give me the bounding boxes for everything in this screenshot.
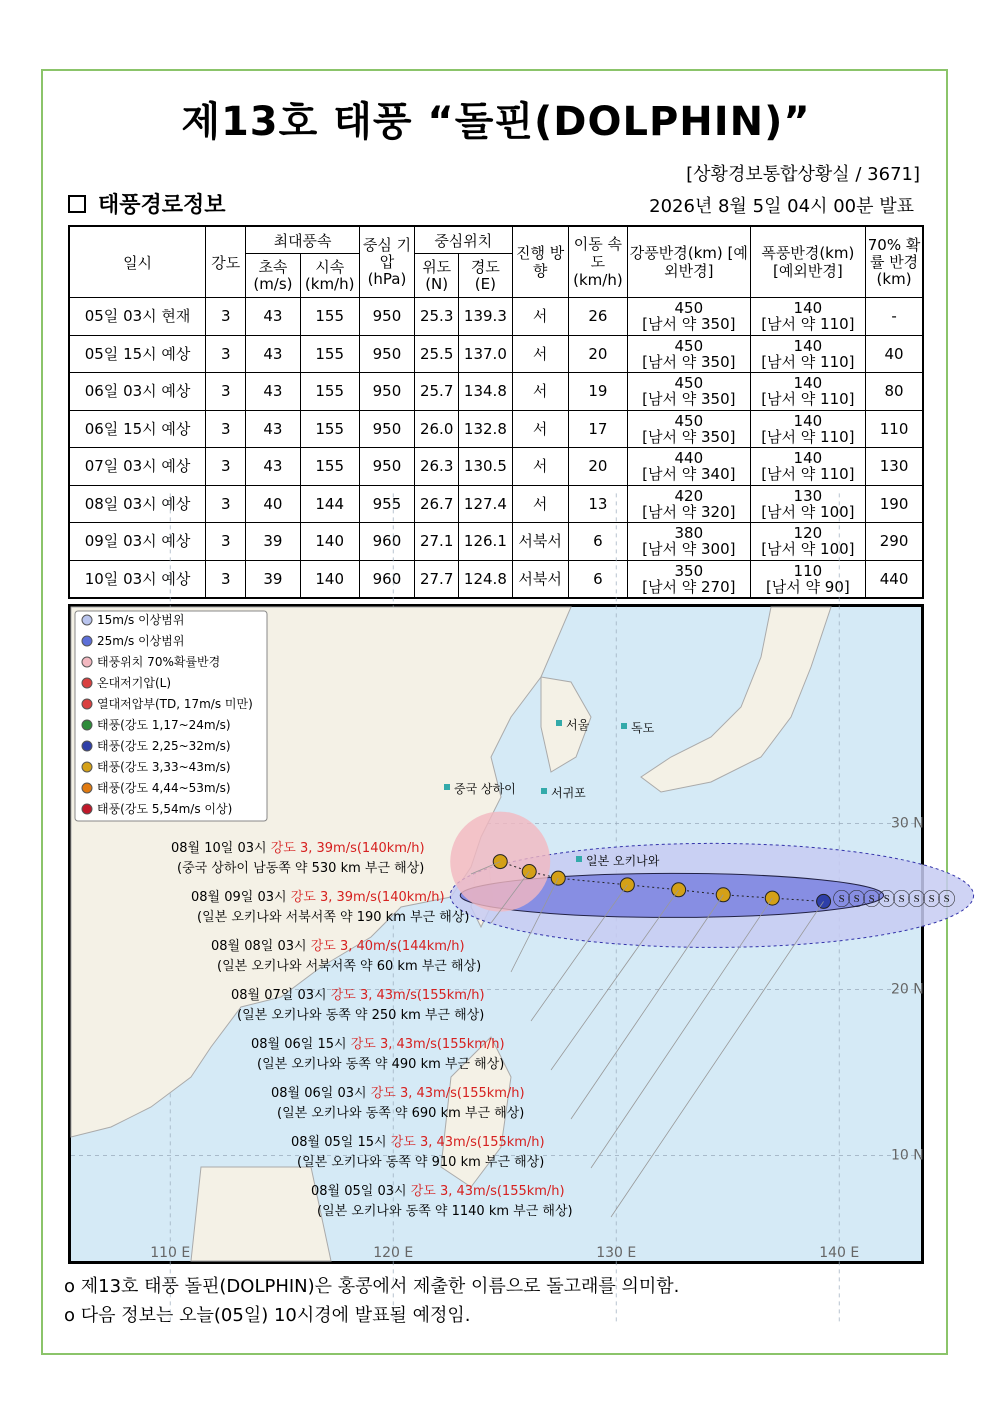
cell-ms: 43: [246, 373, 300, 411]
header-direction: 진행 방향: [512, 226, 568, 298]
section-title: 태풍경로정보: [98, 193, 226, 218]
legend-item: 25m/s 이상범위: [97, 634, 185, 648]
past-typhoon-icon: ⓢ: [862, 889, 881, 911]
cell-lat: 25.7: [415, 373, 459, 411]
table-row: [69, 335, 923, 373]
header-datetime: 일시: [69, 226, 206, 298]
cell-intensity: 3: [206, 560, 246, 598]
gale-radius-exception: [남서 약 340]: [642, 465, 736, 484]
typhoon-track-table: [68, 225, 924, 599]
storm-radius-value: 140: [793, 449, 823, 468]
cell-lon: 124.8: [459, 560, 512, 598]
cell-storm-radius: [750, 448, 866, 486]
cell-ms: 43: [246, 410, 300, 448]
legend-item: 태풍(강도 2,25~32m/s): [97, 739, 231, 753]
cell-datetime: 06일 03시 예상: [69, 373, 206, 411]
legend-item: 열대저압부(TD, 17m/s 미만): [97, 697, 253, 711]
cell-storm-radius: [750, 298, 866, 336]
header-center: 중심위치: [415, 226, 512, 254]
longitude-label: 140 E: [819, 1245, 860, 1261]
legend-item: 태풍(강도 4,44~53m/s): [97, 781, 231, 795]
gale-radius-value: 450: [674, 336, 704, 355]
gale-radius-value: 450: [674, 411, 704, 430]
cell-dir: 서: [512, 448, 568, 486]
annotation-intensity: 강도 3, 40m/s(144km/h): [310, 939, 465, 954]
cell-speed: 19: [568, 373, 627, 411]
annotation-location: (일본 오키나와 동쪽 약 490 km 부근 해상): [257, 1057, 505, 1072]
legend-symbol-icon: [82, 678, 92, 688]
header-wind-ms: 초속 (m/s): [246, 254, 300, 298]
cell-datetime: 07일 03시 예상: [69, 448, 206, 486]
place-marker: [541, 788, 547, 794]
cell-kmh: 140: [300, 523, 359, 561]
cell-speed: 13: [568, 485, 627, 523]
annotation-intensity: 강도 3, 43m/s(155km/h): [330, 988, 485, 1003]
cell-hpa: 950: [359, 335, 414, 373]
annotation-location: (일본 오키나와 동쪽 약 250 km 부근 해상): [237, 1008, 485, 1023]
cell-gale-radius: [628, 523, 751, 561]
cell-lat: 26.7: [415, 485, 459, 523]
cell-lat: 27.7: [415, 560, 459, 598]
cell-lat: 26.3: [415, 448, 459, 486]
japan-islands: [641, 607, 831, 792]
cell-dir: 서: [512, 335, 568, 373]
storm-radius-value: 140: [793, 374, 823, 393]
cell-gale-radius: [628, 298, 751, 336]
cell-ms: 40: [246, 485, 300, 523]
legend-symbol-icon: [82, 762, 92, 772]
gale-radius-exception: [남서 약 270]: [642, 577, 736, 596]
header-pressure: 중심 기압 (hPa): [359, 226, 414, 298]
past-typhoon-icon: ⓢ: [907, 889, 926, 911]
past-typhoon-icon: ⓢ: [922, 889, 941, 911]
legend-item: 온대저기압(L): [97, 676, 172, 690]
annotation-time: 08월 06일 15시: [251, 1037, 351, 1052]
cell-speed: 6: [568, 560, 627, 598]
cell-speed: 17: [568, 410, 627, 448]
cell-lon: 132.8: [459, 410, 512, 448]
cell-kmh: 155: [300, 335, 359, 373]
annotation-time: 08월 05일 03시: [311, 1184, 411, 1199]
annotation-location: (일본 오키나와 서북서쪽 약 190 km 부근 해상): [197, 910, 470, 925]
cell-prob70: 110: [866, 410, 923, 448]
annotation-time: 08월 10일 03시: [171, 841, 271, 856]
cell-intensity: 3: [206, 523, 246, 561]
legend-symbol-icon: [82, 804, 92, 814]
cell-prob70: 40: [866, 335, 923, 373]
cell-kmh: 155: [300, 448, 359, 486]
legend-item: 태풍(강도 5,54m/s 이상): [97, 802, 233, 816]
storm-radius-value: 140: [793, 411, 823, 430]
latitude-label: 10 N: [891, 1147, 924, 1164]
gale-radius-exception: [남서 약 350]: [642, 427, 736, 446]
cell-lat: 25.5: [415, 335, 459, 373]
gale-radius-exception: [남서 약 320]: [642, 502, 736, 521]
legend-item: 태풍위치 70%확률반경: [97, 655, 221, 669]
storm-radius-exception: [남서 약 110]: [761, 427, 855, 446]
annotation-time: 08월 07일 03시: [231, 988, 331, 1003]
cell-dir: 서: [512, 298, 568, 336]
annotation-time: 08월 05일 15시: [291, 1135, 391, 1150]
storm-radius-exception: [남서 약 100]: [761, 540, 855, 559]
latitude-label: 30 N: [891, 815, 924, 832]
legend-symbol-icon: [82, 615, 92, 625]
table-row: [69, 298, 923, 336]
annotation-location: (일본 오키나와 동쪽 약 690 km 부근 해상): [277, 1106, 525, 1121]
legend-symbol-icon: [82, 657, 92, 667]
gale-radius-value: 450: [674, 299, 704, 318]
longitude-label: 120 E: [373, 1245, 414, 1261]
section-heading: [68, 188, 226, 219]
cell-storm-radius: [750, 410, 866, 448]
cell-hpa: 950: [359, 373, 414, 411]
annotation-time: 08월 06일 03시: [271, 1086, 371, 1101]
table-row: [69, 410, 923, 448]
gale-radius-value: 450: [674, 374, 704, 393]
cell-prob70: -: [866, 298, 923, 336]
legend-symbol-icon: [82, 783, 92, 793]
cell-prob70: 440: [866, 560, 923, 598]
cell-gale-radius: [628, 485, 751, 523]
cell-speed: 26: [568, 298, 627, 336]
annotation-title: [191, 889, 445, 905]
cell-lon: 137.0: [459, 335, 512, 373]
longitude-label: 110 E: [150, 1245, 191, 1261]
cell-lon: 130.5: [459, 448, 512, 486]
latitude-label: 20 N: [891, 981, 924, 998]
gale-radius-exception: [남서 약 300]: [642, 540, 736, 559]
cell-hpa: 955: [359, 485, 414, 523]
cell-hpa: 960: [359, 523, 414, 561]
gale-radius-exception: [남서 약 350]: [642, 390, 736, 409]
gale-radius-value: 380: [674, 524, 704, 543]
annotation-intensity: 강도 3, 43m/s(155km/h): [390, 1135, 545, 1150]
table-row: [69, 485, 923, 523]
cell-dir: 서: [512, 410, 568, 448]
cell-speed: 20: [568, 448, 627, 486]
cell-kmh: 144: [300, 485, 359, 523]
typhoon-track-map: [68, 604, 956, 1264]
storm-radius-exception: [남서 약 110]: [761, 352, 855, 371]
cell-hpa: 960: [359, 560, 414, 598]
map-canvas: [71, 607, 956, 1261]
cell-lon: 126.1: [459, 523, 512, 561]
cell-kmh: 155: [300, 298, 359, 336]
note-2: o 다음 정보는 오늘(05일) 10시경에 발표될 예정임.: [64, 1305, 471, 1326]
cell-prob70: 80: [866, 373, 923, 411]
cell-datetime: 09일 03시 예상: [69, 523, 206, 561]
cell-intensity: 3: [206, 448, 246, 486]
cell-gale-radius: [628, 335, 751, 373]
table-row: [69, 373, 923, 411]
cell-speed: 6: [568, 523, 627, 561]
header-max-wind: 최대풍속: [246, 226, 360, 254]
annotation-title: [291, 1134, 545, 1150]
cell-storm-radius: [750, 560, 866, 598]
cell-hpa: 950: [359, 448, 414, 486]
cell-storm-radius: [750, 523, 866, 561]
storm-radius-exception: [남서 약 110]: [761, 315, 855, 334]
gale-radius-value: 350: [674, 561, 704, 580]
annotation-title: [311, 1183, 565, 1199]
cell-kmh: 155: [300, 373, 359, 411]
borneo-island: [191, 1167, 331, 1261]
annotation-time: 08월 08일 03시: [211, 939, 311, 954]
cell-intensity: 3: [206, 335, 246, 373]
cell-gale-radius: [628, 410, 751, 448]
place-marker: [621, 723, 627, 729]
annotation-location: (일본 오키나와 서북서쪽 약 60 km 부근 해상): [217, 959, 482, 974]
annotation-location: (중국 상하이 남동쪽 약 530 km 부근 해상): [177, 861, 425, 876]
table-row: [69, 560, 923, 598]
cell-dir: 서북서: [512, 523, 568, 561]
cell-intensity: 3: [206, 410, 246, 448]
cell-intensity: 3: [206, 373, 246, 411]
annotation-leader-line: [611, 901, 824, 1217]
cell-ms: 39: [246, 523, 300, 561]
cell-gale-radius: [628, 373, 751, 411]
header-lat: 위도 (N): [415, 254, 459, 298]
table-row: [69, 523, 923, 561]
annotation-location: (일본 오키나와 동쪽 약 910 km 부근 해상): [297, 1155, 545, 1170]
cell-storm-radius: [750, 373, 866, 411]
annotation-intensity: 강도 3, 39m/s(140km/h): [290, 890, 445, 905]
cell-intensity: 3: [206, 485, 246, 523]
place-label-shanghai: 중국 상하이: [454, 782, 516, 796]
header-wind-kmh: 시속 (km/h): [300, 254, 359, 298]
cell-lon: 139.3: [459, 298, 512, 336]
cell-ms: 43: [246, 335, 300, 373]
annotation-title: [231, 987, 485, 1003]
place-label-seogwipo: 서귀포: [551, 786, 586, 800]
gale-radius-exception: [남서 약 350]: [642, 352, 736, 371]
checkbox-icon: [68, 195, 86, 213]
place-marker: [576, 856, 582, 862]
cell-lat: 25.3: [415, 298, 459, 336]
annotation-title: [211, 938, 465, 954]
storm-radius-value: 140: [793, 299, 823, 318]
storm-radius-exception: [남서 약 110]: [761, 465, 855, 484]
place-marker: [444, 784, 450, 790]
cell-prob70: 290: [866, 523, 923, 561]
cell-dir: 서: [512, 373, 568, 411]
cell-speed: 20: [568, 335, 627, 373]
past-typhoon-icon: ⓢ: [877, 889, 896, 911]
cell-hpa: 950: [359, 410, 414, 448]
cell-storm-radius: [750, 485, 866, 523]
cell-kmh: 155: [300, 410, 359, 448]
past-typhoon-icon: ⓢ: [832, 889, 851, 911]
annotation-intensity: 강도 3, 43m/s(155km/h): [370, 1086, 525, 1101]
annotation-title: [171, 840, 425, 856]
cell-datetime: 05일 15시 예상: [69, 335, 206, 373]
longitude-label: 130 E: [596, 1245, 637, 1261]
cell-datetime: 08일 03시 예상: [69, 485, 206, 523]
storm-radius-value: 130: [793, 486, 823, 505]
storm-radius-value: 140: [793, 336, 823, 355]
cell-ms: 39: [246, 560, 300, 598]
page-title: 제13호 태풍 “돌핀(DOLPHIN)”: [181, 99, 811, 145]
table-row: [69, 448, 923, 486]
place-marker: [556, 720, 562, 726]
issued-time: 2026년 8월 5일 04시 00분 발표: [649, 196, 914, 217]
cell-lat: 27.1: [415, 523, 459, 561]
department-label: [상황경보통합상황실 / 3671]: [686, 164, 920, 185]
legend-symbol-icon: [82, 699, 92, 709]
cell-datetime: 06일 15시 예상: [69, 410, 206, 448]
annotation-intensity: 강도 3, 39m/s(140km/h): [270, 841, 425, 856]
gale-radius-value: 420: [674, 486, 704, 505]
cell-gale-radius: [628, 448, 751, 486]
cell-prob70: 190: [866, 485, 923, 523]
cell-gale-radius: [628, 560, 751, 598]
place-label-okinawa: 일본 오키나와: [586, 854, 660, 868]
gale-radius-exception: [남서 약 350]: [642, 315, 736, 334]
typhoon-position-icon: [765, 891, 779, 905]
cell-ms: 43: [246, 448, 300, 486]
legend-symbol-icon: [82, 636, 92, 646]
place-label-seoul: 서울: [566, 718, 590, 732]
annotation-location: (일본 오키나와 동쪽 약 1140 km 부근 해상): [317, 1204, 573, 1219]
storm-radius-exception: [남서 약 110]: [761, 390, 855, 409]
cell-dir: 서북서: [512, 560, 568, 598]
past-typhoon-icon: ⓢ: [937, 889, 956, 911]
storm-radius-value: 120: [793, 524, 823, 543]
legend-item: 태풍(강도 1,17~24m/s): [97, 718, 231, 732]
cell-prob70: 130: [866, 448, 923, 486]
header-lon: 경도 (E): [459, 254, 512, 298]
gale-radius-value: 440: [674, 449, 704, 468]
legend-symbol-icon: [82, 720, 92, 730]
legend-symbol-icon: [82, 741, 92, 751]
cell-storm-radius: [750, 335, 866, 373]
annotation-intensity: 강도 3, 43m/s(155km/h): [410, 1184, 565, 1199]
cell-hpa: 950: [359, 298, 414, 336]
cell-intensity: 3: [206, 298, 246, 336]
cell-datetime: 05일 03시 현재: [69, 298, 206, 336]
cell-lon: 134.8: [459, 373, 512, 411]
header-intensity: 강도: [206, 226, 246, 298]
annotation-intensity: 강도 3, 43m/s(155km/h): [350, 1037, 505, 1052]
past-typhoon-icon: ⓢ: [847, 889, 866, 911]
storm-radius-exception: [남서 약 90]: [765, 577, 850, 596]
legend-item: 15m/s 이상범위: [97, 613, 185, 627]
header-prob70: 70% 확률 반경 (km): [866, 226, 923, 298]
cell-dir: 서: [512, 485, 568, 523]
header-storm-radius: 폭풍반경(km) [예외반경]: [750, 226, 866, 298]
annotation-time: 08월 09일 03시: [191, 890, 291, 905]
storm-radius-value: 110: [793, 561, 823, 580]
cell-lon: 127.4: [459, 485, 512, 523]
header-gale-radius: 강풍반경(km) [예외반경]: [628, 226, 751, 298]
cell-kmh: 140: [300, 560, 359, 598]
storm-radius-exception: [남서 약 100]: [761, 502, 855, 521]
note-1: o 제13호 태풍 돌핀(DOLPHIN)은 홍콩에서 제출한 이름으로 돌고래를 의미함.: [64, 1276, 680, 1297]
cell-datetime: 10일 03시 예상: [69, 560, 206, 598]
place-label-dokdo: 독도: [631, 721, 655, 735]
cell-ms: 43: [246, 298, 300, 336]
annotation-title: [251, 1036, 505, 1052]
annotation-title: [271, 1085, 525, 1101]
cell-lat: 26.0: [415, 410, 459, 448]
header-speed: 이동 속도 (km/h): [568, 226, 627, 298]
past-typhoon-icon: ⓢ: [892, 889, 911, 911]
legend-item: 태풍(강도 3,33~43m/s): [97, 760, 231, 774]
